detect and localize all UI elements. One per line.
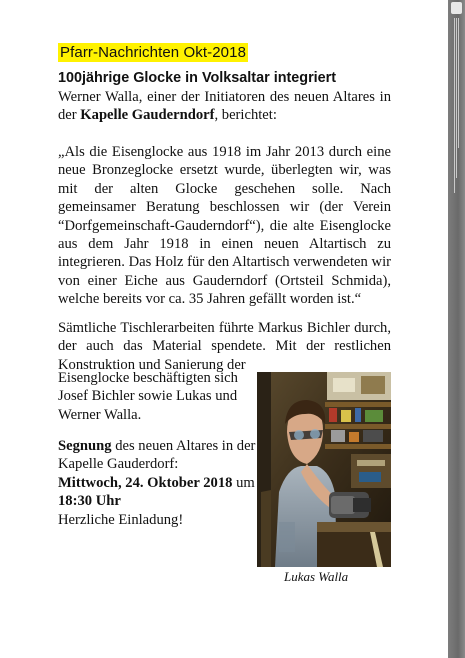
invitation-text: Herzliche Einladung! xyxy=(58,511,184,528)
blessing-text: des neuen Altares in der Kapelle Gauderdorf: xyxy=(58,438,256,473)
newsletter-banner: Pfarr-Nachrichten Okt-2018 xyxy=(60,44,247,61)
article-quote: „Als die Eisenglocke aus 1918 im Jahr 2013 durch eine neue Bronzeglocke ersetzt wurde, überlegten wir, was mit der alten Glocke geschehen solle. Nach gemeinsamer Beratung beschlossen wir (der Verein “Dorfgemeinschaft-Gauderndorf“), die alte Eisenglocke aus dem Jahr 1918 in einen neuen Altartisch zu integrieren. Das Holz für den Altartisch verwendeten wir von einer Eiche aus Gauderndorf (Ortsteil Schmida), welche bereits vor ca. 35 Jahren gefällt worden ist.“ xyxy=(58,144,391,308)
blessing-time: 18:30 Uhr xyxy=(58,493,121,510)
carpentry-paragraph: Sämtliche Tischlerarbeiten führte Markus Bichler durch, der auch das Material spendete. Mit der restlichen Konstruktion und Sanierung der xyxy=(58,320,391,373)
contributors-paragraph: Eisenglocke beschäftigten sich Josef Bichler sowie Lukas und Werner Walla. xyxy=(58,370,238,423)
workshop-photo-illustration xyxy=(257,372,391,567)
blessing-date: Mittwoch, 24. Oktober 2018 xyxy=(58,474,233,491)
photo-caption: Lukas Walla xyxy=(284,569,349,584)
blessing-date-line xyxy=(58,474,258,511)
workshop-photo xyxy=(257,372,391,567)
article-intro xyxy=(58,88,391,125)
chapel-name: Kapelle Gauderndorf xyxy=(80,107,215,124)
document-icon xyxy=(451,2,462,14)
article-headline: 100jährige Glocke in Volksaltar integriert xyxy=(58,70,337,86)
intro-end: , berichtet: xyxy=(214,107,277,124)
edge-fine-print xyxy=(452,18,460,193)
blessing-at: um xyxy=(232,474,255,491)
blessing-announcement xyxy=(58,437,258,529)
intro-text: Werner Walla, einer der Initiatoren des neuen Altares in der xyxy=(58,89,391,124)
blessing-label: Segnung xyxy=(58,438,112,454)
blessing-line xyxy=(58,437,258,474)
